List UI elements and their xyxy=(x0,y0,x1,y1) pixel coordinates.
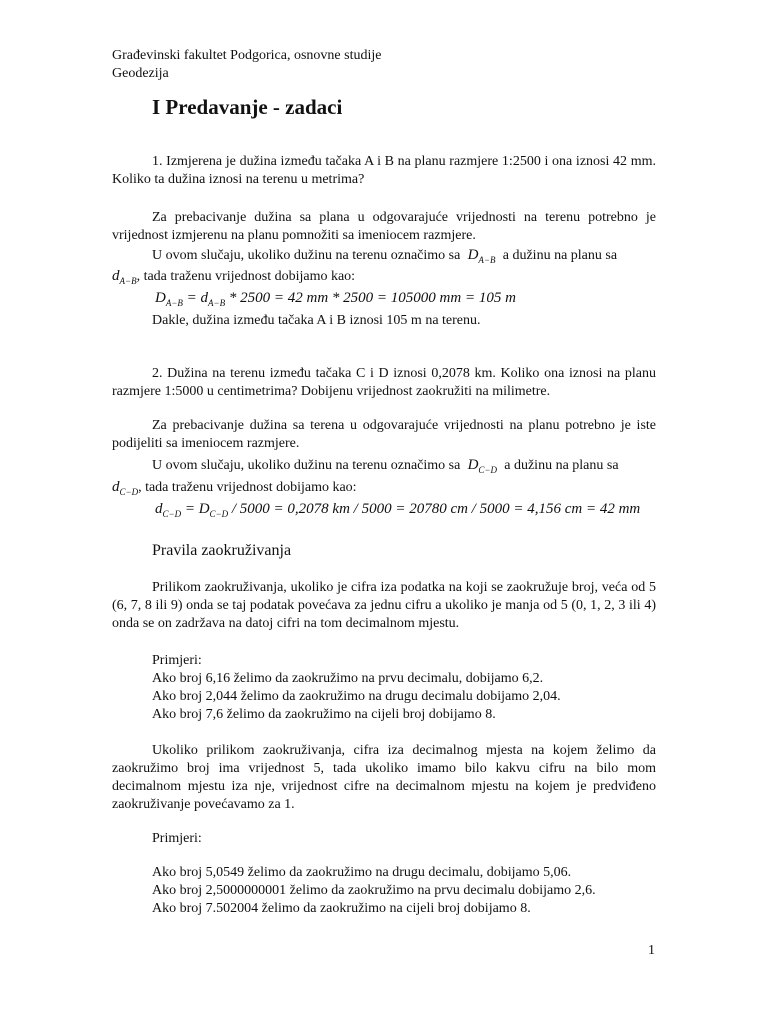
examples-1-label: Primjeri: xyxy=(152,653,202,668)
task2-question: 2. Dužina na terenu između tačaka C i D iznosi 0,2078 km. Koliko ona iznosi na planu razmjere 1:5000 u centimetrima? Dobijenu vrijednost zaokružiti na milimetre. xyxy=(112,366,656,399)
task2-definition-line: U ovom slučaju, ukoliko dužinu na terenu označimo sa $D_{C-D}$ a dužinu na planu sa xyxy=(152,457,619,475)
task1-definition-line2: $d_{A-B}$, tada traženu vrijednost dobijamo kao: xyxy=(112,268,356,286)
example-1-1: Ako broj 6,16 želimo da zaokružimo na prvu decimalu, dobijamo 6,2. xyxy=(152,671,544,686)
section-title-rounding: Pravila zaokruživanja xyxy=(152,542,292,559)
example-2-3: Ako broj 7.502004 želimo da zaokružimo na cijeli broj dobijamo 8. xyxy=(152,901,531,916)
var-d-CD: $d_{C-D}$ xyxy=(112,479,139,497)
var-D-AB: $D_{A-B}$ xyxy=(467,247,496,265)
task1-explanation: Za prebacivanje dužina sa plana u odgovarajuće vrijednosti na terenu potrebno je vrijednost izmjerenu na planu pomnožiti sa imeniocem razmjere. xyxy=(112,210,656,243)
header-subject: Geodezija xyxy=(112,66,169,81)
task1-definition-line: U ovom slučaju, ukoliko dužinu na terenu označimo sa $D_{A-B}$ a dužinu na planu sa xyxy=(152,247,618,265)
task2-equation: $d_{C-D} = D_{C-D} / 5000 = 0,2078$ km / 5000 = 20780 cm / 5000 = 4,156 cm = 42 mm xyxy=(155,501,641,519)
var-D-CD: $D_{C-D}$ xyxy=(467,457,497,475)
example-2-1: Ako broj 5,0549 želimo da zaokružimo na drugu decimalu, dobijamo 5,06. xyxy=(152,865,572,880)
example-1-3: Ako broj 7,6 želimo da zaokružimo na cijeli broj dobijamo 8. xyxy=(152,707,496,722)
rounding-rule-2: Ukoliko prilikom zaokruživanja, cifra iza decimalnog mjesta na kojem želimo da zaokružimo broj ima vrijednost 5, tada ukoliko imamo bilo kakvu cifru na bilo mom decimalnom mjestu iza nje, vrijednost cifre na decimalnom mjestu na kojem je predviđeno zaokruživanje povećavamo za 1. xyxy=(112,743,656,812)
document-header xyxy=(112,47,381,83)
var-d-AB: $d_{A-B}$ xyxy=(112,268,137,286)
task1-conclusion: Dakle, dužina između tačaka A i B iznosi 105 m na terenu. xyxy=(152,313,481,328)
page-number: 1 xyxy=(648,943,655,958)
task2-definition-line2: $d_{C-D}$, tada traženu vrijednost dobijamo kao: xyxy=(112,479,357,497)
rounding-rule-1: Prilikom zaokruživanja, ukoliko je cifra iza podatka na koji se zaokružuje broj, veća od 5 (6, 7, 8 ili 9) onda se taj podatak povećava za jednu cifru a ukoliko je manja od 5 (0, 1, 2, 3 ili 4) onda se on zadržava na datoj cifri na tom decimalnom mjestu. xyxy=(112,580,656,631)
examples-2-label: Primjeri: xyxy=(152,831,202,846)
task1-question: 1. Izmjerena je dužina između tačaka A i B na planu razmjere 1:2500 i ona iznosi 42 mm. Koliko ta dužina iznosi na terenu u metrima? xyxy=(112,154,656,187)
page-title: I Predavanje - zadaci xyxy=(152,95,343,119)
task2-explanation: Za prebacivanje dužina sa terena u odgovarajuće vrijednosti na planu potrebno je iste podijeliti sa imeniocem razmjere. xyxy=(112,418,656,451)
example-1-2: Ako broj 2,044 želimo da zaokružimo na drugu decimalu dobijamo 2,04. xyxy=(152,689,561,704)
example-2-2: Ako broj 2,5000000001 želimo da zaokružimo na prvu decimalu dobijamo 2,6. xyxy=(152,883,596,898)
header-faculty: Građevinski fakultet Podgorica, osnovne studije xyxy=(112,48,382,63)
task1-equation: $D_{A-B} = d_{A-B} * 2500 = 42$ mm * 2500 = 105000 mm = 105 m xyxy=(155,290,516,308)
